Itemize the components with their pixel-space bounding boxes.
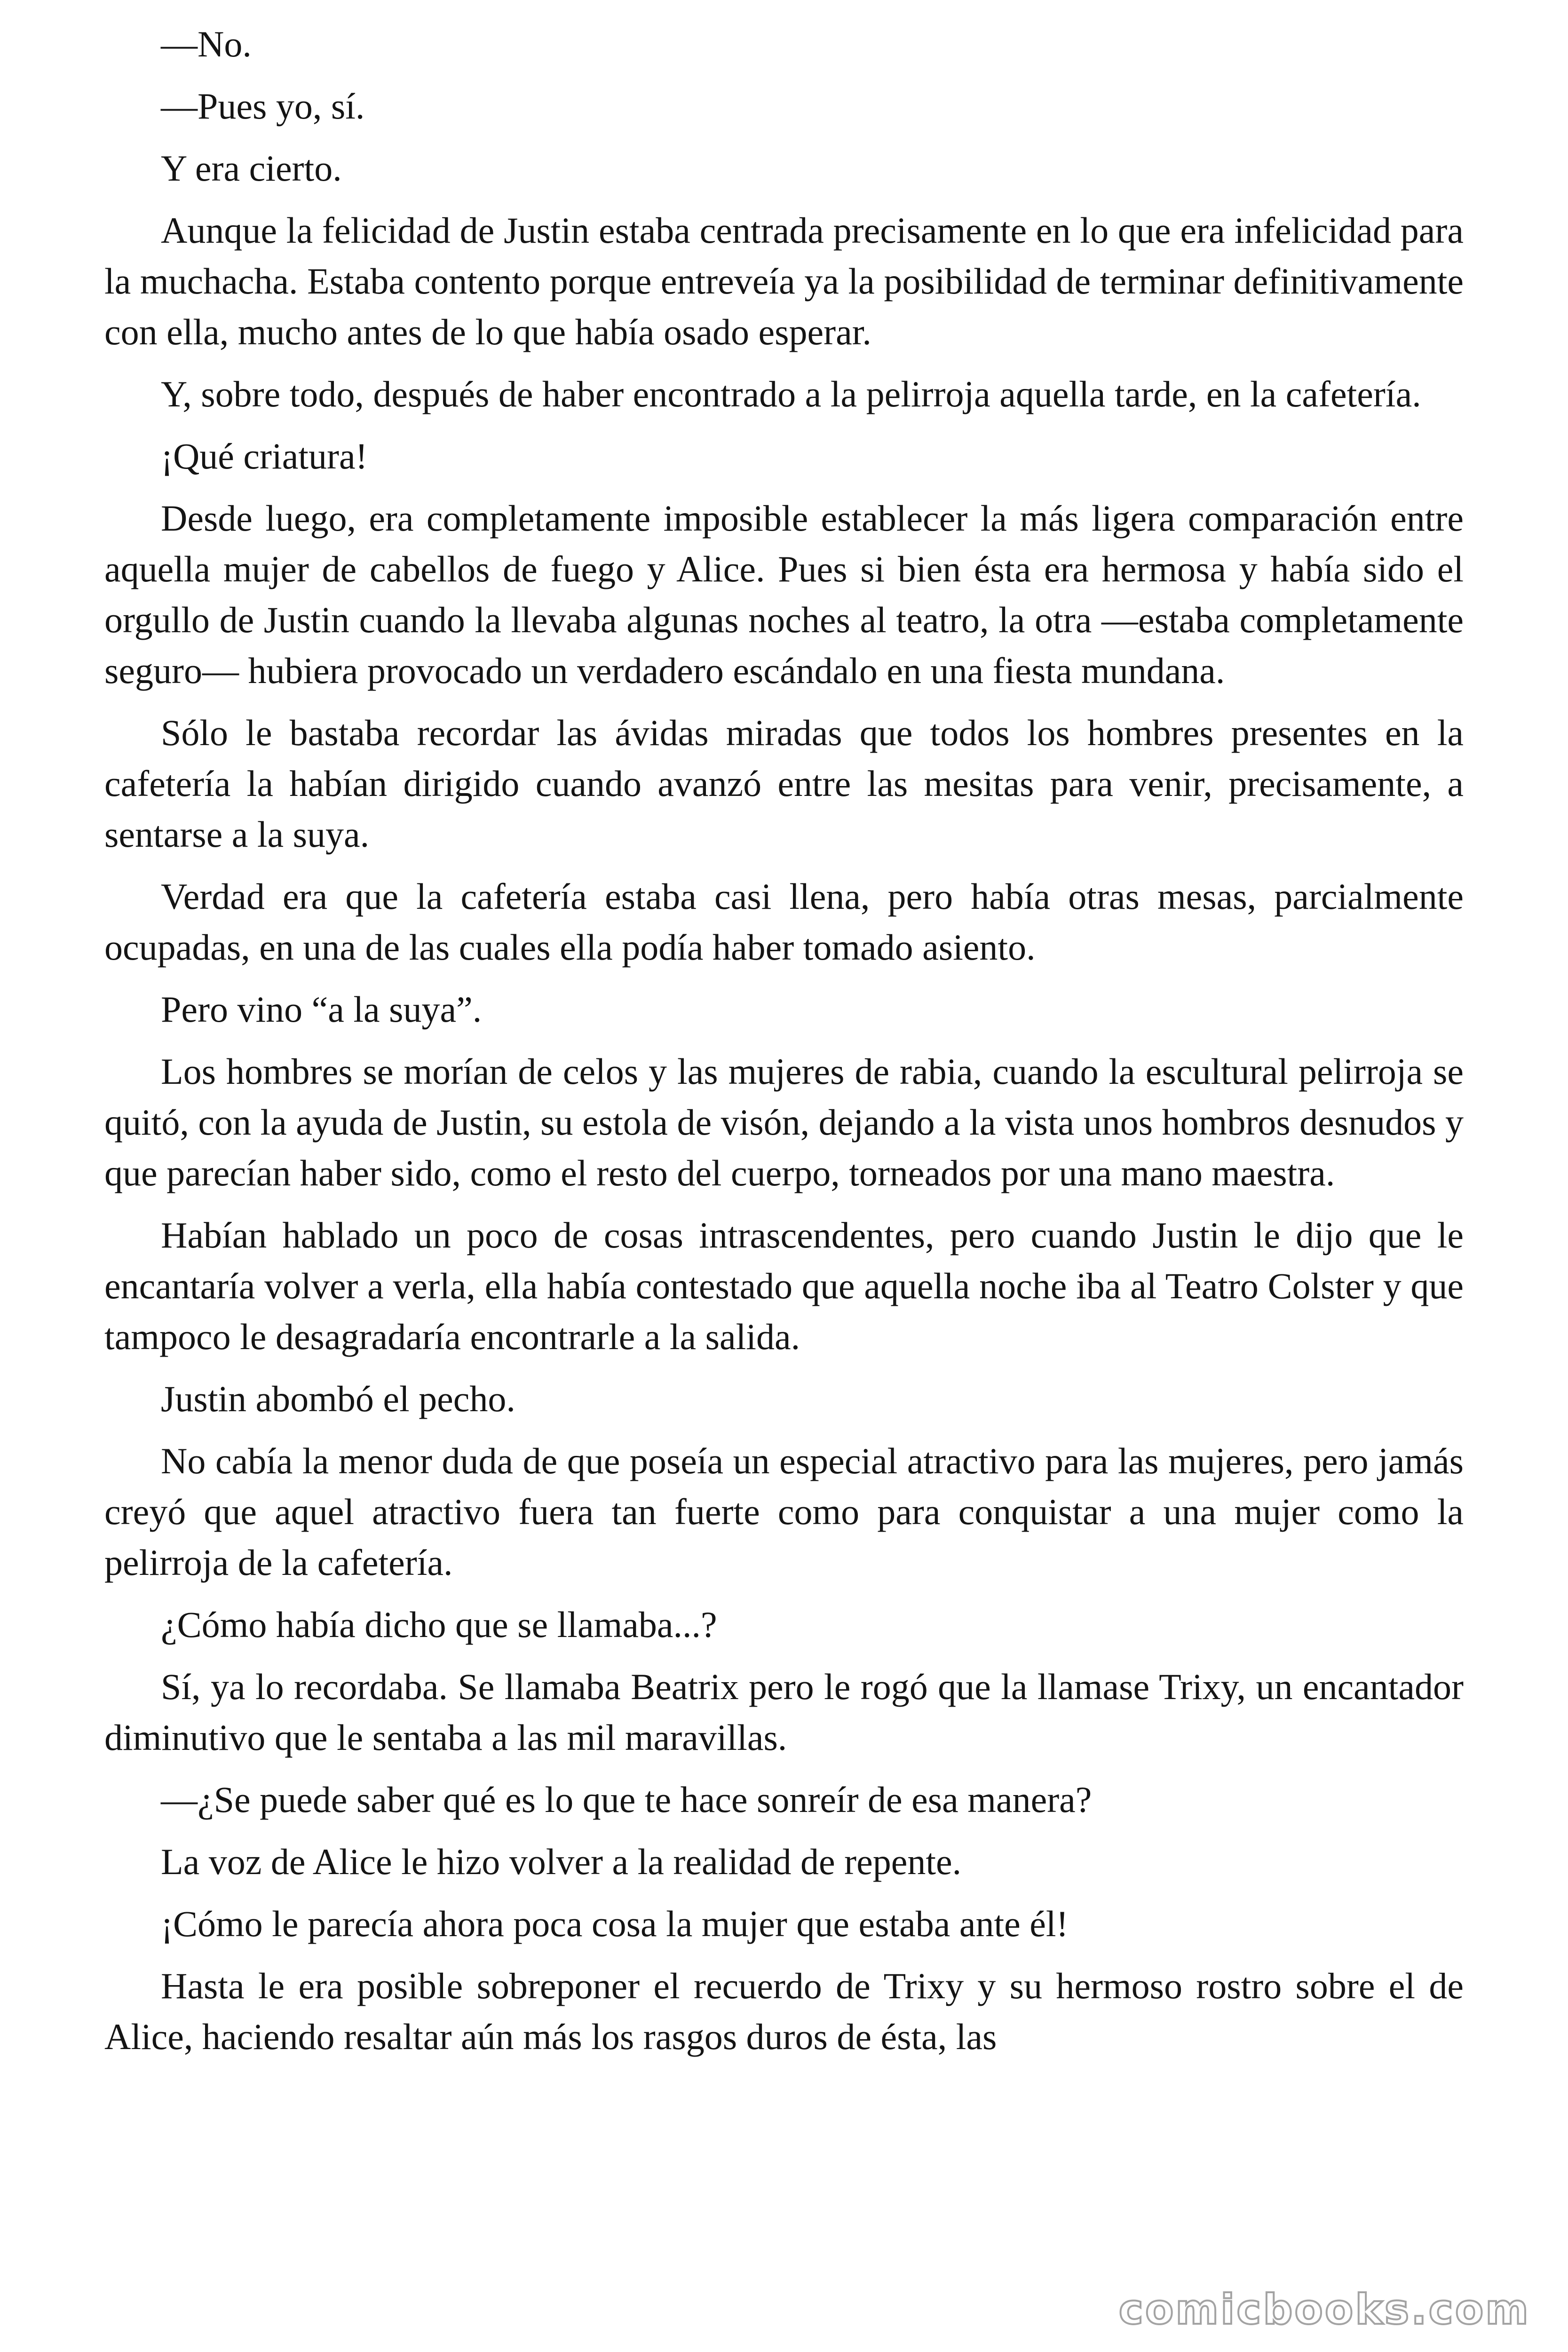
paragraph: La voz de Alice le hizo volver a la realidad de repente. bbox=[161, 1841, 962, 1882]
paragraph: —¿Se puede saber qué es lo que te hace sonreír de esa manera? bbox=[161, 1779, 1092, 1820]
paragraph: Los hombres se morían de celos y las mujeres de rabia, cuando la escultural pelirroja se quitó, con la ayuda de Justin, su estola de visón, dejando a la vista unos hombros desnudos y que parecían haber sido, como el resto del cuerpo, torneados por una mano maestra. bbox=[104, 1051, 1464, 1193]
paragraph: No cabía la menor duda de que poseía un especial atractivo para las mujeres, pero jamás creyó que aquel atractivo fuera tan fuerte como para conquistar a una mujer como la pelirroja de la cafetería. bbox=[104, 1440, 1464, 1583]
paragraph: ¡Qué criatura! bbox=[161, 436, 368, 477]
paragraph: Sólo le bastaba recordar las ávidas miradas que todos los hombres presentes en la cafetería la habían dirigido cuando avanzó entre las mesitas para venir, precisamente, a sentarse a la suya. bbox=[104, 712, 1464, 855]
paragraph: Verdad era que la cafetería estaba casi llena, pero había otras mesas, parcialmente ocupadas, en una de las cuales ella podía haber tomado asiento. bbox=[104, 876, 1464, 968]
watermark: comicbooks.com bbox=[1118, 2285, 1530, 2334]
paragraph: Y, sobre todo, después de haber encontrado a la pelirroja aquella tarde, en la cafetería. bbox=[161, 373, 1421, 414]
paragraph: —No. bbox=[161, 24, 252, 64]
paragraph: ¡Cómo le parecía ahora poca cosa la mujer que estaba ante él! bbox=[161, 1903, 1069, 1944]
paragraph: Desde luego, era completamente imposible establecer la más ligera comparación entre aquella mujer de cabellos de fuego y Alice. Pues si bien ésta era hermosa y había sido el orgullo de Justin cuando la llevaba algunas noches al teatro, la otra —estaba completamente seguro— hubiera provocado un verdadero escándalo en una fiesta mundana. bbox=[104, 498, 1464, 691]
book-page bbox=[104, 19, 1464, 2074]
paragraph: Justin abombó el pecho. bbox=[161, 1378, 515, 1419]
paragraph: Sí, ya lo recordaba. Se llamaba Beatrix pero le rogó que la llamase Trixy, un encantador diminutivo que le sentaba a las mil maravillas. bbox=[104, 1666, 1464, 1758]
paragraph: Hasta le era posible sobreponer el recuerdo de Trixy y su hermoso rostro sobre el de Alice, haciendo resaltar aún más los rasgos duros de ésta, las bbox=[104, 1965, 1464, 2057]
paragraph: Habían hablado un poco de cosas intrascendentes, pero cuando Justin le dijo que le encantaría volver a verla, ella había contestado que aquella noche iba al Teatro Colster y que tampoco le desagradaría encontrarle a la salida. bbox=[104, 1215, 1464, 1357]
paragraph: Pero vino “a la suya”. bbox=[161, 989, 482, 1030]
paragraph: ¿Cómo había dicho que se llamaba...? bbox=[161, 1604, 717, 1645]
paragraph: Aunque la felicidad de Justin estaba centrada precisamente en lo que era infelicidad para la muchacha. Estaba contento porque entreveía ya la posibilidad de terminar definitivamente con ella, mucho antes de lo que había osado esperar. bbox=[104, 210, 1464, 352]
paragraph: Y era cierto. bbox=[161, 148, 342, 189]
paragraph: —Pues yo, sí. bbox=[161, 86, 365, 127]
